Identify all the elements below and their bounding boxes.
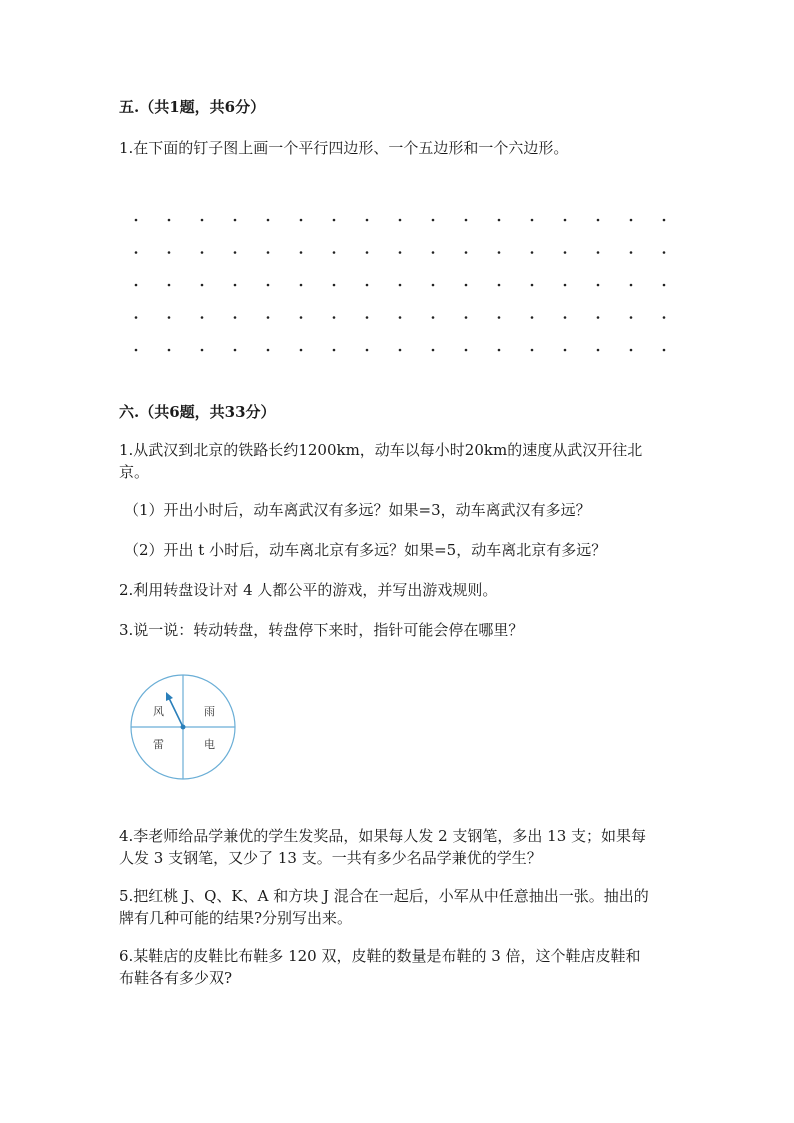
- nail-dot: [267, 284, 270, 287]
- section6-header: 六.（共6题，共33分）: [119, 403, 276, 421]
- nail-dot: [201, 316, 204, 319]
- nail-dot: [597, 316, 600, 319]
- section6-question-2: 2.利用转盘设计对 4 人都公平的游戏，并写出游戏规则。: [119, 581, 498, 599]
- nail-dot: [597, 349, 600, 352]
- nail-dot: [201, 251, 204, 254]
- nail-dot: [300, 316, 303, 319]
- nail-dot: [531, 251, 534, 254]
- nail-dot: [300, 251, 303, 254]
- nail-dot: [135, 251, 138, 254]
- spinner-label-rain: 雨: [204, 705, 215, 718]
- nail-dot: [399, 349, 402, 352]
- nail-dot: [597, 284, 600, 287]
- nail-dot: [663, 349, 666, 352]
- nail-dot: [333, 316, 336, 319]
- nail-dot: [663, 284, 666, 287]
- nail-dot: [432, 219, 435, 222]
- nail-dot-grid[interactable]: [128, 212, 668, 352]
- section5-question-1: 1.在下面的钉子图上画一个平行四边形、一个五边形和一个六边形。: [119, 139, 569, 157]
- nail-dot: [597, 219, 600, 222]
- nail-dot: [498, 316, 501, 319]
- nail-dot: [663, 251, 666, 254]
- nail-dot: [465, 251, 468, 254]
- section6-question-5-line2: 牌有几种可能的结果?分别写出来。: [119, 909, 353, 927]
- nail-dot: [630, 316, 633, 319]
- nail-dot: [234, 349, 237, 352]
- nail-dot: [201, 219, 204, 222]
- nail-dot: [234, 316, 237, 319]
- section6-question-3: 3.说一说：转动转盘，转盘停下来时，指针可能会停在哪里？: [119, 621, 524, 639]
- nail-dot: [267, 219, 270, 222]
- nail-dot: [333, 349, 336, 352]
- section6-question-6-line1: 6.某鞋店的皮鞋比布鞋多 120 双，皮鞋的数量是布鞋的 3 倍，这个鞋店皮鞋和: [119, 947, 641, 965]
- nail-dot: [333, 284, 336, 287]
- nail-dot: [300, 219, 303, 222]
- nail-dot: [597, 251, 600, 254]
- nail-dot: [531, 349, 534, 352]
- nail-dot: [531, 219, 534, 222]
- nail-dot: [168, 349, 171, 352]
- nail-dot: [366, 316, 369, 319]
- nail-dot: [564, 284, 567, 287]
- section6-question-4-line1: 4.李老师给品学兼优的学生发奖品，如果每人发 2 支钢笔，多出 13 支；如果每: [119, 827, 647, 845]
- nail-dot: [531, 316, 534, 319]
- nail-dot: [267, 251, 270, 254]
- nail-dot: [663, 316, 666, 319]
- nail-dot: [333, 219, 336, 222]
- section6-question-1-line1: 1.从武汉到北京的铁路长约1200km，动车以每小时20km的速度从武汉开往北: [119, 441, 643, 459]
- nail-dot: [432, 251, 435, 254]
- nail-dot: [366, 219, 369, 222]
- nail-dot: [168, 219, 171, 222]
- section6-question-4-line2: 人发 3 支钢笔，又少了 13 支。一共有多少名品学兼优的学生？: [119, 849, 542, 867]
- nail-dot: [564, 219, 567, 222]
- nail-dot: [135, 219, 138, 222]
- nail-dot: [399, 251, 402, 254]
- section6-question-1-sub2: （2）开出 t 小时后，动车离北京有多远？如果=5，动车离北京有多远？: [124, 541, 607, 559]
- nail-dot: [564, 251, 567, 254]
- nail-dot: [399, 316, 402, 319]
- spinner-diagram: [126, 670, 242, 786]
- nail-dot: [399, 219, 402, 222]
- section6-question-1-line2: 京。: [119, 463, 150, 481]
- nail-dot: [399, 284, 402, 287]
- nail-dot: [267, 349, 270, 352]
- nail-dot: [498, 219, 501, 222]
- nail-dot: [564, 316, 567, 319]
- nail-dot: [663, 219, 666, 222]
- section6-question-5-line1: 5.把红桃 J、Q、K、A 和方块 J 混合在一起后，小军从中任意抽出一张。抽出的: [119, 887, 649, 905]
- nail-dot: [630, 349, 633, 352]
- nail-dot: [498, 284, 501, 287]
- section6-question-6-line2: 布鞋各有多少双?: [119, 969, 233, 987]
- nail-dot: [201, 349, 204, 352]
- nail-dot: [432, 349, 435, 352]
- nail-dot: [168, 284, 171, 287]
- nail-dot: [168, 251, 171, 254]
- nail-dot: [630, 219, 633, 222]
- nail-dot: [234, 284, 237, 287]
- nail-dot: [630, 251, 633, 254]
- spinner-label-wind: 风: [153, 705, 164, 718]
- nail-dot: [366, 284, 369, 287]
- nail-dot: [135, 316, 138, 319]
- nail-dot: [267, 316, 270, 319]
- nail-dot: [201, 284, 204, 287]
- nail-dot: [465, 316, 468, 319]
- spinner-label-thunder: 雷: [153, 738, 164, 751]
- nail-dot: [366, 251, 369, 254]
- section6-question-1-sub1: （1）开出小时后，动车离武汉有多远？如果=3，动车离武汉有多远？: [124, 501, 591, 519]
- section5-header: 五.（共1题，共6分）: [119, 98, 266, 116]
- nail-dot: [498, 349, 501, 352]
- nail-dot: [564, 349, 567, 352]
- nail-dot: [531, 284, 534, 287]
- nail-dot: [234, 219, 237, 222]
- nail-dot: [135, 349, 138, 352]
- nail-dot: [465, 219, 468, 222]
- nail-dot: [234, 251, 237, 254]
- nail-dot: [498, 251, 501, 254]
- nail-dot: [300, 284, 303, 287]
- nail-dot: [168, 316, 171, 319]
- nail-dot: [135, 284, 138, 287]
- spinner-pivot: [181, 725, 186, 730]
- nail-dot: [432, 284, 435, 287]
- nail-dot: [630, 284, 633, 287]
- spinner-label-lightning: 电: [204, 738, 215, 751]
- nail-dot: [432, 316, 435, 319]
- nail-dot: [366, 349, 369, 352]
- nail-dot: [465, 284, 468, 287]
- nail-dot: [333, 251, 336, 254]
- spinner-pointer: [168, 696, 183, 727]
- nail-dot: [300, 349, 303, 352]
- nail-dot: [465, 349, 468, 352]
